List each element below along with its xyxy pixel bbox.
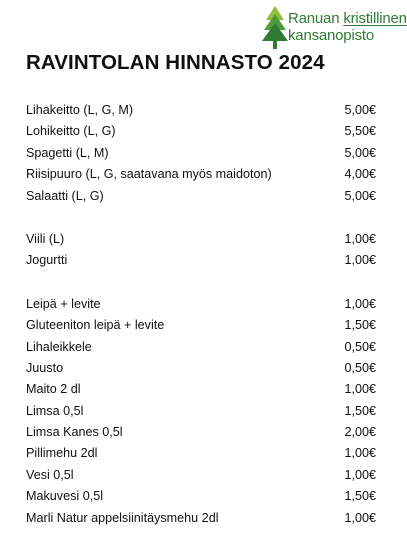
- school-logo: [262, 4, 407, 50]
- item-name: Lihaleikkele: [26, 339, 92, 354]
- price-row: [26, 315, 376, 336]
- price-row: [26, 100, 376, 121]
- price-row: [26, 164, 376, 185]
- item-name: Vesi 0,5l: [26, 467, 74, 482]
- item-name: Makuvesi 0,5l: [26, 489, 103, 504]
- item-name: Maito 2 dl: [26, 382, 81, 397]
- item-name: Juusto: [26, 360, 64, 375]
- item-name: Jogurtti: [26, 253, 68, 268]
- item-price: 1,00€: [344, 296, 376, 311]
- item-price: 5,00€: [344, 145, 376, 160]
- item-price: 5,00€: [344, 103, 376, 117]
- item-price: 5,50€: [344, 124, 376, 139]
- group-spacer: [26, 272, 376, 294]
- item-price: 4,00€: [344, 167, 376, 182]
- page-title: RAVINTOLAN HINNASTO 2024: [26, 51, 325, 74]
- price-list: [26, 100, 376, 529]
- price-row: [26, 443, 376, 464]
- price-group-meals: [26, 100, 376, 207]
- item-price: 0,50€: [344, 339, 376, 354]
- item-price: 1,00€: [344, 253, 376, 268]
- price-row: [26, 422, 376, 443]
- tree-icon: [262, 4, 288, 50]
- price-row: [26, 486, 376, 507]
- price-row: [26, 465, 376, 486]
- price-row: [26, 229, 376, 250]
- price-row: [26, 294, 376, 315]
- item-name: Pillimehu 2dl: [26, 446, 98, 461]
- item-name: Lihakeitto (L, G, M): [26, 103, 134, 117]
- price-row: [26, 401, 376, 422]
- item-price: 1,00€: [344, 231, 376, 246]
- price-row: [26, 337, 376, 358]
- group-spacer: [26, 207, 376, 229]
- price-row: [26, 143, 376, 164]
- item-price: 1,50€: [344, 403, 376, 418]
- item-price: 5,00€: [344, 188, 376, 203]
- logo-text: [288, 10, 407, 44]
- item-name: Limsa Kanes 0,5l: [26, 425, 123, 440]
- item-price: 1,00€: [344, 382, 376, 397]
- item-name: Viili (L): [26, 231, 65, 246]
- price-row: [26, 358, 376, 379]
- item-price: 2,00€: [344, 425, 376, 440]
- item-price: 1,00€: [344, 510, 376, 525]
- price-row: [26, 250, 376, 271]
- item-name: Leipä + levite: [26, 296, 101, 311]
- item-name: Lohikeitto (L, G): [26, 124, 116, 139]
- price-group-sides-drinks: [26, 294, 376, 529]
- item-price: 1,50€: [344, 318, 376, 333]
- item-price: 1,50€: [344, 489, 376, 504]
- item-price: 1,00€: [344, 467, 376, 482]
- item-name: Limsa 0,5l: [26, 403, 84, 418]
- logo-line1-underlined: kristillinen: [343, 10, 407, 27]
- logo-line1-prefix: Ranuan: [288, 10, 344, 27]
- price-row: [26, 379, 376, 400]
- item-price: 1,00€: [344, 446, 376, 461]
- logo-line2: kansanopisto: [288, 27, 374, 44]
- price-row: [26, 121, 376, 142]
- price-row: [26, 186, 376, 207]
- item-name: Marli Natur appelsiinitäysmehu 2dl: [26, 510, 219, 525]
- item-name: Gluteeniton leipä + levite: [26, 318, 165, 333]
- price-row: [26, 508, 376, 529]
- item-name: Salaatti (L, G): [26, 188, 104, 203]
- item-price: 0,50€: [344, 360, 376, 375]
- price-group-dairy: [26, 229, 376, 272]
- item-name: Riisipuuro (L, G, saatavana myös maidoton): [26, 167, 272, 182]
- item-name: Spagetti (L, M): [26, 145, 109, 160]
